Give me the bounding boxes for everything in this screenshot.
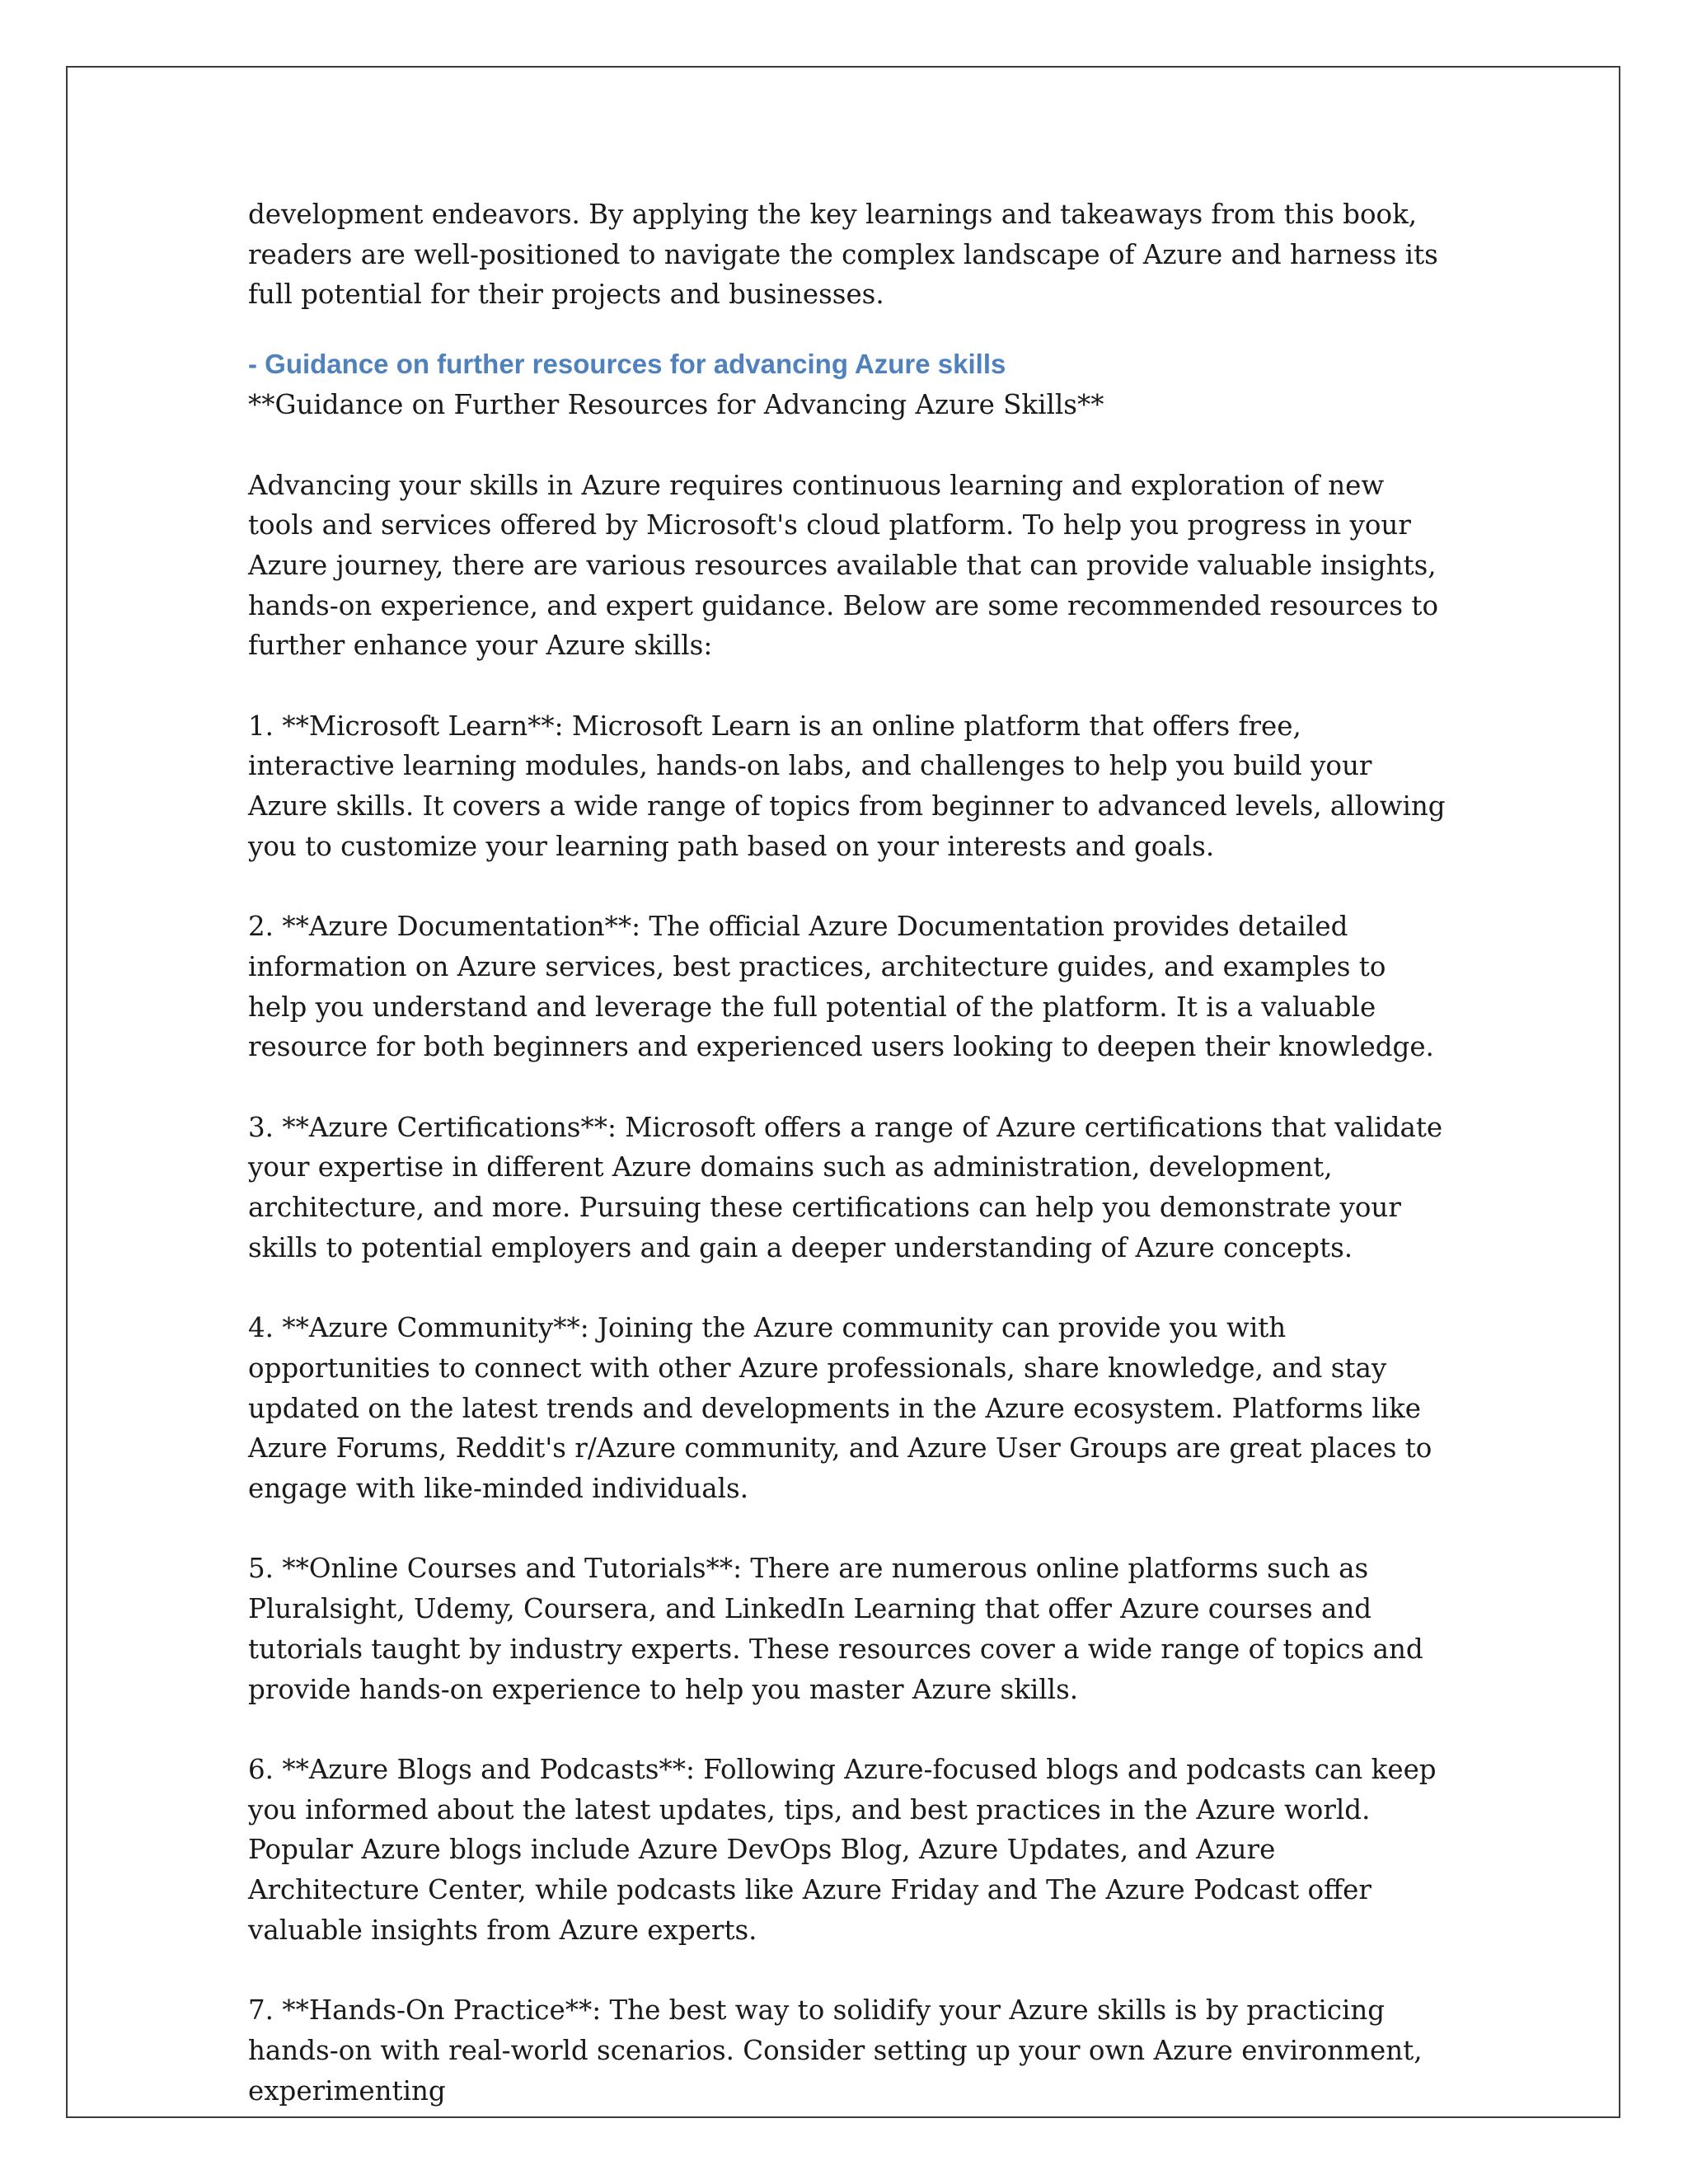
paragraph-online-courses: 5. **Online Courses and Tutorials**: There are numerous online platforms such as Pluralsight, Udemy, Coursera, and LinkedIn Learning that offer Azure courses and tutorials taught by industry experts. These resources cover a wide range of topics and provide hands-on experience to help you master Azure skills. (248, 1553, 1423, 1705)
section-subtitle: **Guidance on Further Resources for Advancing Azure Skills** (248, 389, 1104, 421)
paragraph-hands-on-practice: 7. **Hands-On Practice**: The best way to solidify your Azure skills is by practicing hands-on with real-world scenarios. Consider setting up your own Azure environment, experimenting (248, 1994, 1423, 2107)
paragraph-azure-certifications: 3. **Azure Certifications**: Microsoft offers a range of Azure certifications that validate your expertise in different Azure domains such as administration, development, architecture, and more. Pursuing these certifications can help you demonstrate your skills to potential employers and gain a deeper understanding of Azure concepts. (248, 1111, 1443, 1263)
paragraph-overview: Advancing your skills in Azure requires continuous learning and exploration of new tools and services offered by Microsoft's cloud platform. To help you progress in your Azure journey, there are various resources available that can provide valuable insights, hands-on experience, and expert guidance. Below are some recommended resources to further enhance your Azure skills: (248, 469, 1439, 662)
paragraph-blogs-podcasts: 6. **Azure Blogs and Podcasts**: Following Azure-focused blogs and podcasts can keep you informed about the latest updates, tips, and best practices in the Azure world. Popular Azure blogs include Azure DevOps Blog, Azure Updates, and Azure Architecture Center, while podcasts like Azure Friday and The Azure Podcast offer valuable insights from Azure experts. (248, 1753, 1437, 1946)
section-heading: - Guidance on further resources for advancing Azure skills (248, 349, 1006, 380)
paragraph-azure-community: 4. **Azure Community**: Joining the Azure community can provide you with opportunities to connect with other Azure professionals, share knowledge, and stay updated on the latest trends and developments in the Azure ecosystem. Platforms like Azure Forums, Reddit's r/Azure community, and Azure User Groups are great places to engage with like-minded individuals. (248, 1312, 1432, 1505)
paragraph-azure-documentation: 2. **Azure Documentation**: The official Azure Documentation provides detailed information on Azure services, best practices, architecture guides, and examples to help you understand and leverage the full potential of the platform. It is a valuable resource for both beginners and experienced users looking to deepen their knowledge. (248, 911, 1434, 1063)
intro-paragraph: development endeavors. By applying the key learnings and takeaways from this book, readers are well-positioned to navigate the complex landscape of Azure and harness its full potential for their projects and businesses. (248, 199, 1438, 311)
paragraph-microsoft-learn: 1. **Microsoft Learn**: Microsoft Learn is an online platform that offers free, interactive learning modules, hands-on labs, and challenges to help you build your Azure skills. It covers a wide range of topics from beginner to advanced levels, allowing you to customize your learning path based on your interests and goals. (248, 710, 1446, 862)
document-body (248, 194, 1451, 2111)
